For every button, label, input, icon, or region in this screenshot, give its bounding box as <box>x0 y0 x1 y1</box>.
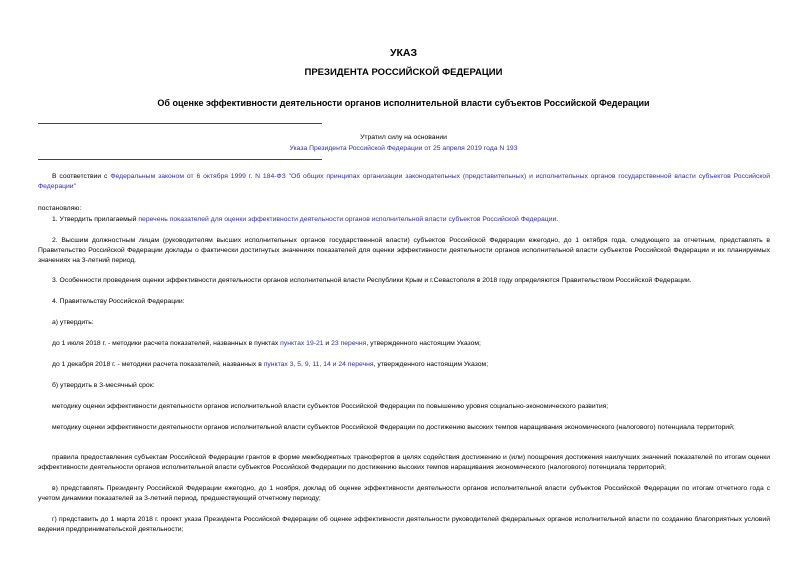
paragraph-4: 4. Правительству Российской Федерации: <box>52 298 185 305</box>
paragraph-b: б) утвердить в 3-месячный срок: <box>52 382 155 389</box>
document-title: УКАЗ <box>389 47 418 59</box>
paragraph-a2-end: , утвержденного настоящим Указом; <box>373 361 489 368</box>
paragraph-1 <box>38 215 770 225</box>
paragraph-a1-and: и <box>323 340 332 347</box>
federal-law-link[interactable]: Федеральным законом от 6 октября 1999 г. N 184-ФЗ "Об общих принципах организации законодательных (представительных) и исполнительных органов государственной власти субъектов Российской Федерации" <box>38 173 771 190</box>
paragraph-1-text: 1. Утвердить прилагаемый <box>52 216 139 223</box>
paragraph-preamble <box>38 172 770 192</box>
paragraph-b1: методику оценки эффективности деятельности органов исполнительной власти субъектов Российской Федерации по повышению уровня социально-экономического развития; <box>52 403 609 410</box>
paragraph-g: г) представить до 1 марта 2018 г. проект указа Президента Российской Федерации об оценке эффективности деятельности руководителей федеральных органов исполнительной власти по созданию благоприятных условий ведения предпринимательской деятельности; <box>38 516 770 533</box>
paragraph-a1-text: до 1 июля 2018 г. - методики расчета показателей, названных в пунктах <box>52 340 281 347</box>
indicators-list-link[interactable]: перечень показателей для оценки эффективности деятельности органов исполнительной власти субъектов Российской Федерации <box>138 216 557 223</box>
repeal-decree-link[interactable]: Указа Президента Российской Федерации от 25 апреля 2019 года N 193 <box>289 145 518 152</box>
paragraph-a: а) утвердить: <box>52 319 94 326</box>
paragraph-v: в) представлять Президенту Российской Федерации ежегодно, до 1 ноября, доклад об оценке эффективности деятельности органов исполнительной власти субъектов Российской Федерации по итогам отчетного года с учетом динамики показателей за 3-летний период, предшествующий отчетному периоду; <box>38 485 770 502</box>
paragraph-2: 2. Высшим должностным лицам (руководителям высших исполнительных органов государственной власти) субъектов Российской Федерации ежегодно, до 1 октября года, следующего за отчетным, представлять в Правительство Российской Федерации доклады о фактически достигнутых значениях показателей для оценки эффективности деятельности органов исполнительной власти субъектов Российской Федерации и их планируемых значениях на 3-летний период. <box>38 237 770 264</box>
repeal-note-link-line <box>0 144 807 154</box>
paragraph-a2-text: до 1 декабря 2018 г. - методики расчета показателей, названных в <box>52 361 264 368</box>
item-23-link[interactable]: 23 перечня <box>331 340 367 347</box>
paragraph-a1 <box>38 339 770 349</box>
paragraph-b3: правила предоставления субъектам Российской Федерации грантов в форме межбюджетных трансфертов в целях содействия достижению и (или) поощрения достижения наилучших значений показателей по итогам оценки эффективности деятельности органов исполнительной власти субъектов Российской Федерации по достижению высоких темпов наращивания экономического (налогового) потенциала территорий; <box>38 454 770 471</box>
repeal-note: Утратил силу на основании <box>360 134 447 141</box>
paragraph-a1-end: , утвержденного настоящим Указом; <box>366 340 481 347</box>
items-3-24-link[interactable]: пунктах 3, 5, 9, 11, 14 и 24 перечня <box>263 361 374 368</box>
paragraph-a2 <box>38 360 770 370</box>
paragraph-3: 3. Особенности проведения оценки эффективности деятельности органов исполнительной власти Республики Крым и г.Севастополя в 2018 году определяются Правительством Российской Федерации. <box>52 277 692 284</box>
separator-bottom <box>38 159 322 160</box>
paragraph-b2: методику оценки эффективности деятельности органов исполнительной власти субъектов Российской Федерации по достижению высоких темпов наращивания экономического (налогового) потенциала территорий; <box>52 424 735 431</box>
paragraph-postanovlyayu: постановляю: <box>38 205 82 212</box>
document-heading: Об оценке эффективности деятельности органов исполнительной власти субъектов Российской Федерации <box>157 98 650 108</box>
separator-top <box>38 123 322 124</box>
items-19-21-link[interactable]: пунктах 19-21 <box>280 340 324 347</box>
preamble-text: В соответствии с <box>52 173 111 180</box>
document-subtitle: ПРЕЗИДЕНТА РОССИЙСКОЙ ФЕДЕРАЦИИ <box>304 67 503 78</box>
paragraph-1-end: . <box>556 216 559 223</box>
